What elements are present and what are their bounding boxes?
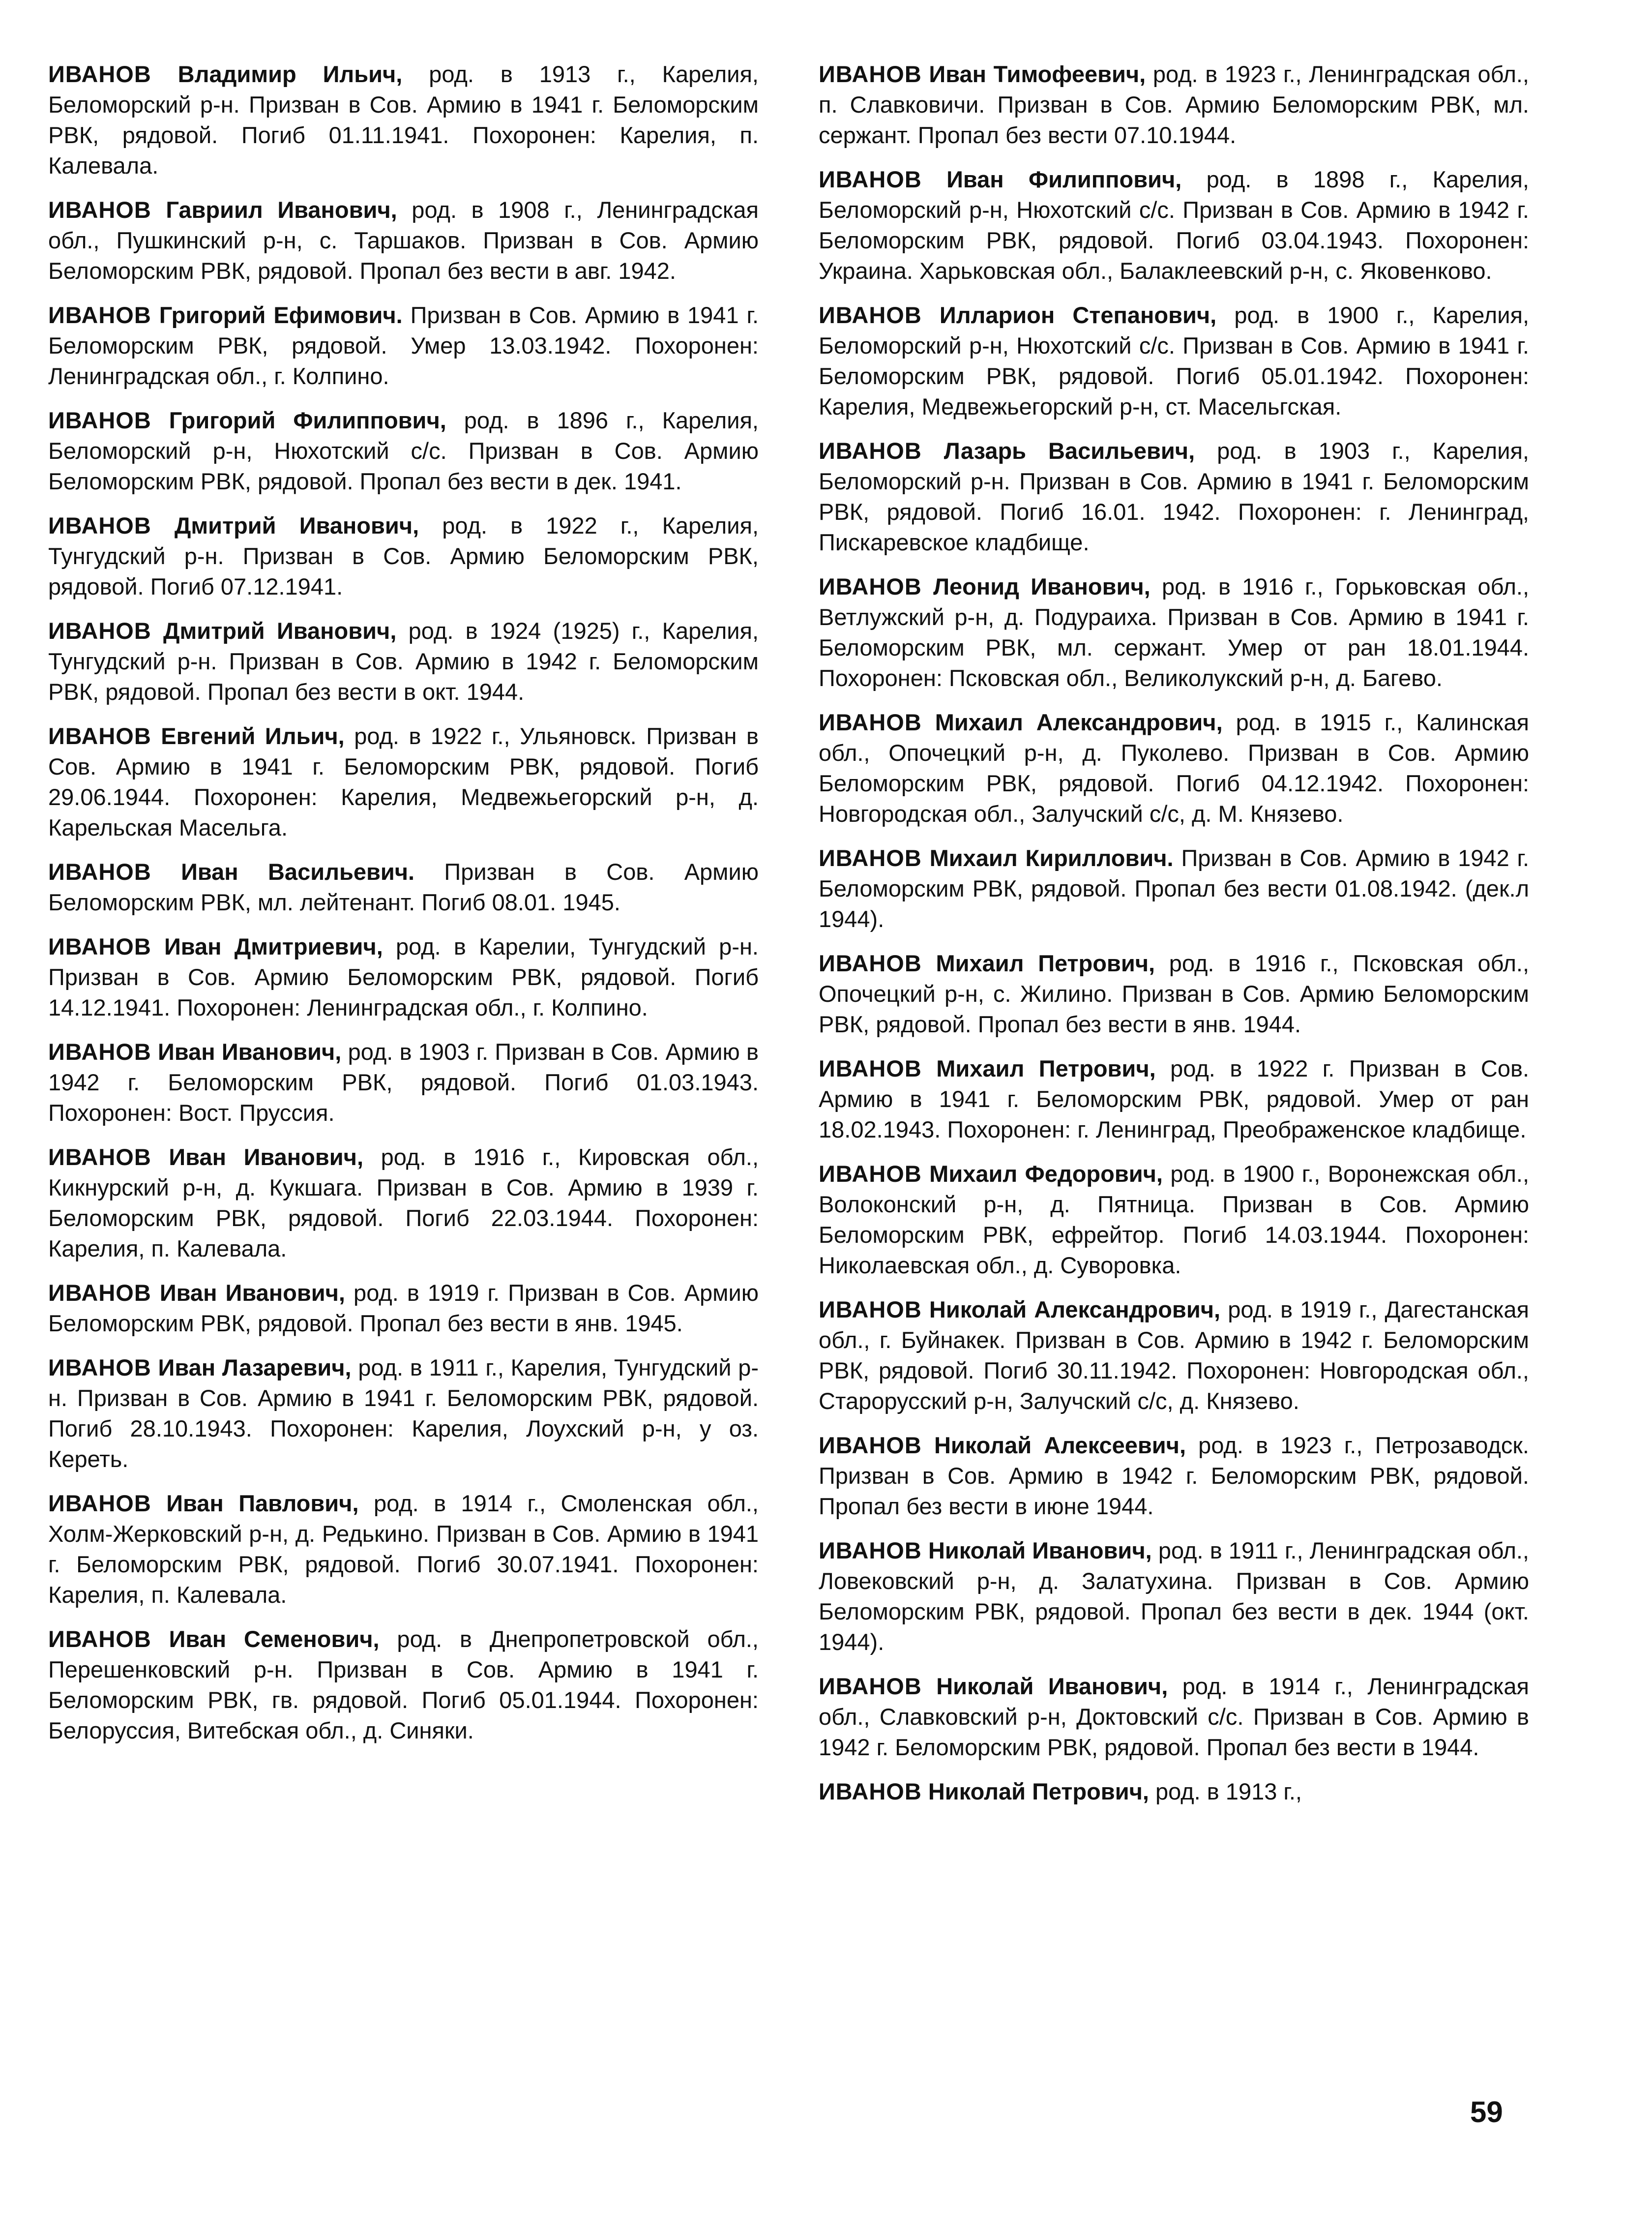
entry-text: род. в 1923 г., Петрозаводск. Призван в Сов. Армию в 1942 г. Беломорским РВК, рядовой. Пропал без вести в июне 1944. xyxy=(819,1432,1529,1519)
list-item xyxy=(819,1159,1529,1281)
entry-text: род. в 1919 г., Дагестанская обл., г. Буйнакек. Призван в Сов. Армию в 1942 г. Беломорским РВК, рядовой. Погиб 30.11.1942. Похоронен: Новгородская обл., Старорусский р-н, Залучский с/с, д. Князево. xyxy=(819,1296,1529,1414)
entry-given-name: Иван Павлович, xyxy=(166,1490,359,1516)
list-item xyxy=(48,931,759,1023)
entry-text: род. в 1916 г., Горьковская обл., Ветлужский р-н, д. Подураиха. Призван в Сов. Армию в 1941 г. Беломорским РВК, мл. сержант. Умер от ран 18.01.1944. Похоронен: Псковская обл., Великолукский р-н, д. Багево. xyxy=(819,573,1529,691)
entry-surname: ИВАНОВ xyxy=(48,723,151,749)
entry-text: род. в Карелии, Тунгудский р-н. Призван в Сов. Армию Беломорским РВК, рядовой. Погиб 14.12.1941. Похоронен: Ленинградская обл., г. Колпино. xyxy=(48,933,759,1020)
entry-text: род. в 1903 г. Призван в Сов. Армию в 1942 г. Беломорским РВК, рядовой. Погиб 01.03.1943. Похоронен: Вост. Пруссия. xyxy=(48,1039,759,1126)
list-item xyxy=(819,1053,1529,1145)
entry-surname: ИВАНОВ xyxy=(819,1778,922,1804)
entry-text: род. в 1923 г., Ленинградская обл., п. Славковичи. Призван в Сов. Армию Беломорским РВК, мл. сержант. Пропал без вести 07.10.1944. xyxy=(819,61,1529,148)
entry-surname: ИВАНОВ xyxy=(819,1161,922,1187)
entry-given-name: Гавриил Иванович, xyxy=(166,197,397,223)
entry-text: род. в 1900 г., Воронежская обл., Волоконский р-н, д. Пятница. Призван в Сов. Армию Беломорским РВК, ефрейтор. Погиб 14.03.1944. Похоронен: Николаевская обл., д. Суворовка. xyxy=(819,1161,1529,1278)
entry-surname: ИВАНОВ xyxy=(48,933,151,960)
list-item xyxy=(48,1624,759,1746)
entry-given-name: Григорий Ефимович. xyxy=(159,302,403,328)
entry-given-name: Иван Иванович, xyxy=(169,1144,364,1170)
entry-text: Призван в Сов. Армию Беломорским РВК, мл. лейтенант. Погиб 08.01. 1945. xyxy=(48,859,759,915)
entry-text: род. в 1922 г. Призван в Сов. Армию в 1941 г. Беломорским РВК, рядовой. Умер от ран 18.02.1943. Похоронен: г. Ленинград, Преображенское кладбище. xyxy=(819,1055,1529,1142)
entry-given-name: Лазарь Васильевич, xyxy=(944,438,1195,464)
entry-text: род. в 1914 г., Смоленская обл., Холм-Жерковский р-н, д. Редькино. Призван в Сов. Армию в 1941 г. Беломорским РВК, рядовой. Погиб 30.07.1941. Похоронен: Карелия, п. Калевала. xyxy=(48,1490,759,1608)
list-item xyxy=(48,1037,759,1128)
entry-given-name: Михаил Петрович, xyxy=(936,1055,1156,1081)
entry-given-name: Иван Васильевич. xyxy=(181,859,415,885)
entry-surname: ИВАНОВ xyxy=(819,61,922,87)
list-item xyxy=(819,1430,1529,1522)
list-item xyxy=(48,1278,759,1339)
list-item xyxy=(48,1142,759,1264)
entry-surname: ИВАНОВ xyxy=(48,1626,151,1652)
entry-given-name: Николай Иванович, xyxy=(928,1537,1152,1563)
list-item xyxy=(819,59,1529,150)
list-item xyxy=(48,721,759,843)
entry-given-name: Владимир Ильич, xyxy=(177,61,403,87)
entry-given-name: Николай Иванович, xyxy=(936,1673,1168,1699)
entry-surname: ИВАНОВ xyxy=(819,1432,922,1458)
entry-text: род. в 1911 г., Ленинградская обл., Ловековский р-н, д. Залатухина. Призван в Сов. Армию Беломорским РВК, рядовой. Пропал без вести в дек. 1944 (окт. 1944). xyxy=(819,1537,1529,1655)
entry-surname: ИВАНОВ xyxy=(48,197,151,223)
right-column xyxy=(819,59,1529,1821)
list-item xyxy=(819,164,1529,286)
entry-given-name: Николай Алексеевич, xyxy=(934,1432,1186,1458)
list-item xyxy=(819,1294,1529,1416)
entry-text: род. в 1913 г., xyxy=(1149,1778,1302,1804)
list-item xyxy=(48,300,759,391)
entry-surname: ИВАНОВ xyxy=(48,512,151,539)
entry-surname: ИВАНОВ xyxy=(819,573,922,600)
entry-given-name: Иван Лазаревич, xyxy=(158,1354,352,1380)
entry-given-name: Леонид Иванович, xyxy=(933,573,1150,600)
entry-given-name: Николай Александрович, xyxy=(929,1296,1221,1322)
entry-text: Призван в Сов. Армию в 1942 г. Беломорским РВК, рядовой. Пропал без вести 01.08.1942. (дек.л 1944). xyxy=(819,845,1529,932)
list-item xyxy=(819,948,1529,1040)
entry-text: род. в 1896 г., Карелия, Беломорский р-н, Нюхотский с/с. Призван в Сов. Армию Беломорским РВК, рядовой. Пропал без вести в дек. 1941. xyxy=(48,407,759,494)
entry-text: род. в 1919 г. Призван в Сов. Армию Беломорским РВК, рядовой. Пропал без вести в янв. 1945. xyxy=(48,1280,759,1336)
entry-text: Призван в Сов. Армию в 1941 г. Беломорским РВК, рядовой. Умер 13.03.1942. Похоронен: Ленинградская обл., г. Колпино. xyxy=(48,302,759,389)
entry-surname: ИВАНОВ xyxy=(48,859,151,885)
entry-surname: ИВАНОВ xyxy=(48,1354,151,1380)
list-item xyxy=(819,1535,1529,1657)
list-item xyxy=(48,195,759,286)
entry-surname: ИВАНОВ xyxy=(48,61,151,87)
entry-surname: ИВАНОВ xyxy=(819,1296,922,1322)
entry-surname: ИВАНОВ xyxy=(819,709,922,735)
entry-surname: ИВАНОВ xyxy=(48,1490,151,1516)
entry-given-name: Дмитрий Иванович, xyxy=(174,512,419,539)
list-item xyxy=(48,616,759,707)
list-item xyxy=(48,857,759,918)
entry-given-name: Иван Тимофеевич, xyxy=(929,61,1146,87)
left-column xyxy=(48,59,759,1760)
page-number: 59 xyxy=(1470,2096,1503,2129)
entry-given-name: Иван Филиппович, xyxy=(946,166,1182,192)
entry-given-name: Николай Петрович, xyxy=(928,1778,1149,1804)
entry-given-name: Михаил Кириллович. xyxy=(929,845,1174,871)
entry-surname: ИВАНОВ xyxy=(48,302,151,328)
entry-text: род. в 1924 (1925) г., Карелия, Тунгудский р-н. Призван в Сов. Армию в 1942 г. Беломорским РВК, рядовой. Пропал без вести в окт. 1944. xyxy=(48,618,759,705)
entry-text: род. в 1908 г., Ленинградская обл., Пушкинский р-н, с. Таршаков. Призван в Сов. Армию Беломорским РВК, рядовой. Пропал без вести в авг. 1942. xyxy=(48,197,759,284)
entry-given-name: Иван Иванович, xyxy=(158,1039,342,1065)
list-item xyxy=(48,405,759,497)
entry-surname: ИВАНОВ xyxy=(48,1280,151,1306)
entry-given-name: Михаил Петрович, xyxy=(936,950,1155,976)
entry-given-name: Михаил Александрович, xyxy=(935,709,1223,735)
entry-surname: ИВАНОВ xyxy=(819,1673,922,1699)
list-item xyxy=(819,1776,1529,1807)
entry-text: род. в 1916 г., Кировская обл., Кикнурский р-н, д. Кукшага. Призван в Сов. Армию в 1939 г. Беломорским РВК, рядовой. Погиб 22.03.1944. Похоронен: Карелия, п. Калевала. xyxy=(48,1144,759,1261)
entry-given-name: Иван Семенович, xyxy=(169,1626,380,1652)
entry-surname: ИВАНОВ xyxy=(819,302,922,328)
entry-given-name: Евгений Ильич, xyxy=(161,723,345,749)
entry-given-name: Иван Иванович, xyxy=(159,1280,345,1306)
list-item xyxy=(819,1671,1529,1763)
list-item xyxy=(819,436,1529,558)
list-item xyxy=(819,300,1529,422)
entry-text: род. в 1916 г., Псковская обл., Опочецкий р-н, с. Жилино. Призван в Сов. Армию Беломорским РВК, рядовой. Пропал без вести в янв. 1944. xyxy=(819,950,1530,1037)
list-item xyxy=(819,843,1529,934)
entry-text: род. в 1900 г., Карелия, Беломорский р-н, Нюхотский с/с. Призван в Сов. Армию в 1941 г. Беломорским РВК, рядовой. Погиб 05.01.1942. Похоронен: Карелия, Медвежьегорский р-н, ст. Масельгская. xyxy=(819,302,1529,420)
entry-surname: ИВАНОВ xyxy=(819,845,922,871)
list-item xyxy=(819,571,1529,693)
entry-given-name: Илларион Степанович, xyxy=(939,302,1217,328)
entry-surname: ИВАНОВ xyxy=(48,1144,151,1170)
list-item xyxy=(48,1488,759,1610)
entry-text: род. в 1898 г., Карелия, Беломорский р-н, Нюхотский с/с. Призван в Сов. Армию в 1942 г. Беломорским РВК, рядовой. Погиб 03.04.1943. Похоронен: Украина. Харьковская обл., Балаклеевский р-н, с. Яковенково. xyxy=(819,166,1529,284)
entry-surname: ИВАНОВ xyxy=(819,166,922,192)
entry-given-name: Дмитрий Иванович, xyxy=(163,618,397,644)
entry-text: род. в Днепропетровской обл., Перешенковский р-н. Призван в Сов. Армию в 1941 г. Беломорским РВК, гв. рядовой. Погиб 05.01.1944. Похоронен: Белоруссия, Витебская обл., д. Синяки. xyxy=(48,1626,759,1743)
list-item xyxy=(819,707,1529,829)
entry-text: род. в 1914 г., Ленинградская обл., Славковский р-н, Доктовский с/с. Призван в Сов. Армию в 1942 г. Беломорским РВК, рядовой. Пропал без вести в 1944. xyxy=(819,1673,1529,1760)
entry-text: род. в 1911 г., Карелия, Тунгудский р-н. Призван в Сов. Армию в 1941 г. Беломорским РВК, рядовой. Погиб 28.10.1943. Похоронен: Карелия, Лоухский р-н, у оз. Кереть. xyxy=(48,1354,759,1472)
entry-given-name: Михаил Федорович, xyxy=(929,1161,1163,1187)
entry-text: род. в 1915 г., Калинская обл., Опочецкий р-н, д. Пуколево. Призван в Сов. Армию Беломорским РВК, рядовой. Погиб 04.12.1942. Похоронен: Новгородская обл., Залучский с/с, д. М. Князево. xyxy=(819,709,1530,827)
entry-surname: ИВАНОВ xyxy=(48,1039,151,1065)
entry-surname: ИВАНОВ xyxy=(819,438,922,464)
entry-given-name: Иван Дмитриевич, xyxy=(164,933,383,960)
entry-text: род. в 1903 г., Карелия, Беломорский р-н. Призван в Сов. Армию в 1941 г. Беломорским РВК, рядовой. Погиб 16.01. 1942. Похоронен: г. Ленинград, Пискаревское кладбище. xyxy=(819,438,1529,555)
entry-surname: ИВАНОВ xyxy=(48,618,151,644)
entry-text: род. в 1922 г., Карелия, Тунгудский р-н. Призван в Сов. Армию Беломорским РВК, рядовой. Погиб 07.12.1941. xyxy=(48,512,759,600)
entry-text: род. в 1922 г., Ульяновск. Призван в Сов. Армию в 1941 г. Беломорским РВК, рядовой. Погиб 29.06.1944. Похоронен: Карелия, Медвежьегорский р-н, д. Карельская Масельга. xyxy=(48,723,759,840)
entry-surname: ИВАНОВ xyxy=(819,1055,922,1081)
entry-text: род. в 1913 г., Карелия, Беломорский р-н. Призван в Сов. Армию в 1941 г. Беломорским РВК, рядовой. Погиб 01.11.1941. Похоронен: Карелия, п. Калевала. xyxy=(48,61,759,179)
list-item xyxy=(48,1352,759,1474)
entry-surname: ИВАНОВ xyxy=(819,950,922,976)
list-item xyxy=(48,510,759,602)
entry-surname: ИВАНОВ xyxy=(819,1537,922,1563)
entry-surname: ИВАНОВ xyxy=(48,407,151,433)
list-item xyxy=(48,59,759,181)
entry-given-name: Григорий Филиппович, xyxy=(169,407,446,433)
